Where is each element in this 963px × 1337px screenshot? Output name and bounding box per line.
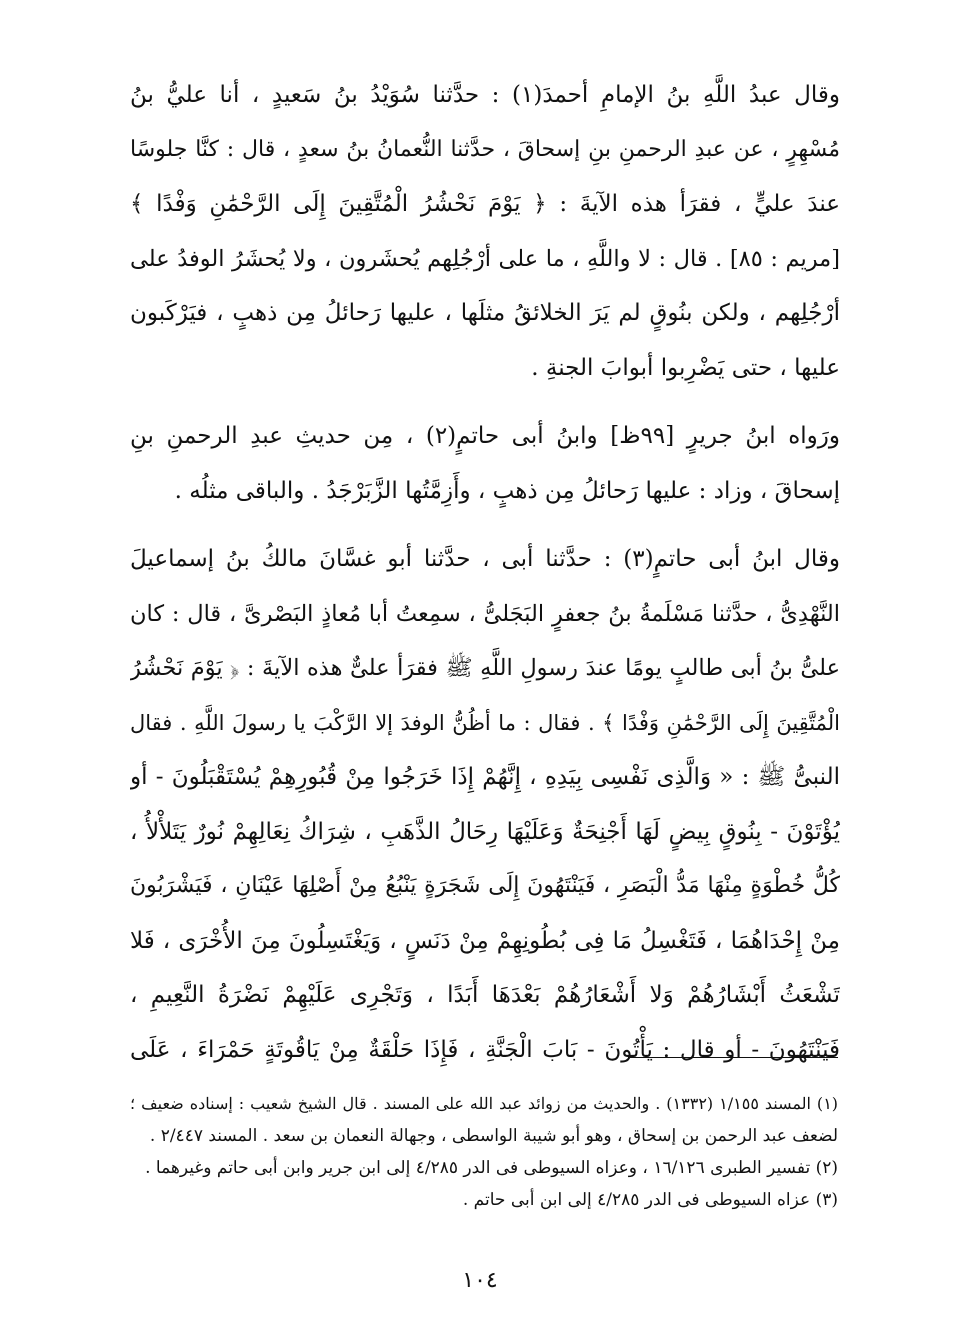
text-line: مِنْ إِحْدَاهُمَا ، فَتَغْسِلُ مَا فِى بُطُونِهِمْ مِنْ دَنَسٍ ، وَيَغْتَسِلُونَ مِنَ الأُخْرَى ، فَلا (130, 927, 840, 954)
text-line: تَشْعَثُ أَبْشَارُهُمْ وَلا أَشْعَارُهُمْ بَعْدَهَا أَبَدًا ، وَتَجْرِى عَلَيْهِمْ نَضْرَةُ النَّعِيمِ ، (130, 982, 840, 1008)
text-line: علىُّ بنُ أبى طالبٍ يومًا عندَ رسولِ اللَّهِ ﷺ فقرَأ علىٌّ هذه الآيةَ : ﴿ يَوْمَ نَحْشُرُ (130, 655, 840, 681)
main-text (130, 68, 840, 1091)
footnote-divider (628, 1057, 838, 1058)
text-line: أرْجُلِهم ، ولكن بنُوقٍ لم يَرَ الخلائقُ مثلَها ، عليها رَحائلُ مِن ذهبٍ ، فيَرْكَبون (130, 300, 840, 326)
text-line: وقال عبدُ اللَّهِ بنُ الإمامِ أحمدَ(١) : حدَّثنا سُوَيْدُ بنُ سَعيدٍ ، أنا عليُّ بنُ (130, 82, 840, 108)
footnote-line: (٢) تفسير الطبرى ١٦/١٢٦ ، وعزاه السيوطى فى الدر ٤/٢٨٥ إلى ابن جرير وابن أبى حاتم وغيرهما . (145, 1158, 838, 1178)
footnote-line: (١) المسند ١/١٥٥ (١٣٣٢) . والحديث من زوائد عبد الله على المسند . قال الشيخ شعيب : إسناده ضعيف ؛ (130, 1094, 838, 1113)
text-line: كُلُّ خُطْوَةٍ مِنْهَا مَدُّ الْبَصَرِ ، فَيَنْتَهُونَ إِلَى شَجَرَةٍ يَنْبُعُ مِنْ أَصْلِهَا عَيْنَانِ ، فَيَشْرَبُونَ (130, 873, 840, 898)
text-line: وقال ابنُ أبى حاتمٍ(٣) : حدَّثنا أبى ، حدَّثنا أبو غسَّانَ مالكُ بنُ إسماعيلَ (130, 546, 840, 572)
text-line: النبىُّ ﷺ : « وَالَّذِى نَفْسِى بِيَدِهِ ، إِنَّهُمْ إِذَا خَرَجُوا مِنْ قُبُورِهِمْ يُسْتَقْبَلُونَ - أو (130, 764, 840, 790)
text-line: الْمُتَّقِينَ إِلَى الرَّحْمَٰنِ وَفْدًا ﴾ . فقال : ما أظُنُّ الوفدَ إلا الرَّكْبَ يا رسولَ اللَّهِ . فقال (130, 710, 840, 735)
text-line: النَّهْدِىُّ ، حدَّثنا مَسْلَمةُ بنُ جعفرٍ البَجَلىُّ ، سمِعتُ أبا مُعاذٍ البَصْرىَّ ، قال : كان (130, 600, 840, 627)
paragraph-1 (130, 68, 840, 395)
text-line: مُسْهِرٍ ، عن عبدِ الرحمنِ بنِ إسحاقَ ، حدَّثنا النُّعمانُ بنُ سعدٍ ، قال : كنَّا جلوسًا (130, 136, 840, 162)
text-line: [مريم : ٨٥] . قال : لا واللَّهِ ، ما على أرْجُلِهم يُحشَرون ، ولا يُحشَرُ الوفدُ على (130, 245, 840, 272)
footnote-line: لضعف عبد الرحمن بن إسحاق ، وهو أبو شيبة الواسطى ، وجهالة النعمان بن سعد . المسند ٢/٤٤٧ . (149, 1126, 838, 1146)
text-line: فَيَنْتَهُونَ - أو قال : يَأْتُونَ - بَابَ الْجَنَّةِ ، فَإِذَا حَلْقَةٌ مِنْ يَاقُوتَةٍ حَمْرَاءَ ، عَلَى (130, 1036, 840, 1063)
text-line: عليها ، حتى يَضْرِبوا أبوابَ الجنةِ . (531, 354, 840, 381)
paragraph-3 (130, 532, 840, 1077)
text-line: إسحاقَ ، وزاد : عليها رَحائلُ مِن ذهبٍ ، وأَزِمَّتُها الزَّبَرْجَدُ . والباقى مثلُه . (174, 477, 840, 504)
footnote-line: (٣) عزاه السيوطى فى الدر ٤/٢٨٥ إلى ابن أبى حاتم . (462, 1190, 838, 1210)
paragraph-2 (130, 409, 840, 518)
page-number: ١٠٤ (462, 1268, 498, 1293)
text-line: عندَ عليٍّ ، فقرَأ هذه الآيةَ : ﴿ يَوْمَ نَحْشُرُ الْمُتَّقِينَ إِلَى الرَّحْمَٰنِ وَفْدًا ﴾ (130, 191, 840, 217)
text-line: ورَواه ابنُ جريرٍ [٩٩ظ] وابنُ أبى حاتمٍ(٢) ، مِن حديثِ عبدِ الرحمنِ بنِ (130, 423, 840, 449)
text-line: يُؤْتَوْنَ - بِنُوقٍ بِيضٍ لَهَا أَجْنِحَةٌ وَعَلَيْهَا رِحَالُ الذَّهَبِ ، شِرَاكُ نِعَالِهِمْ نُورٌ يَتَلأْلأُ ، (130, 818, 840, 845)
footnotes (130, 1088, 838, 1216)
